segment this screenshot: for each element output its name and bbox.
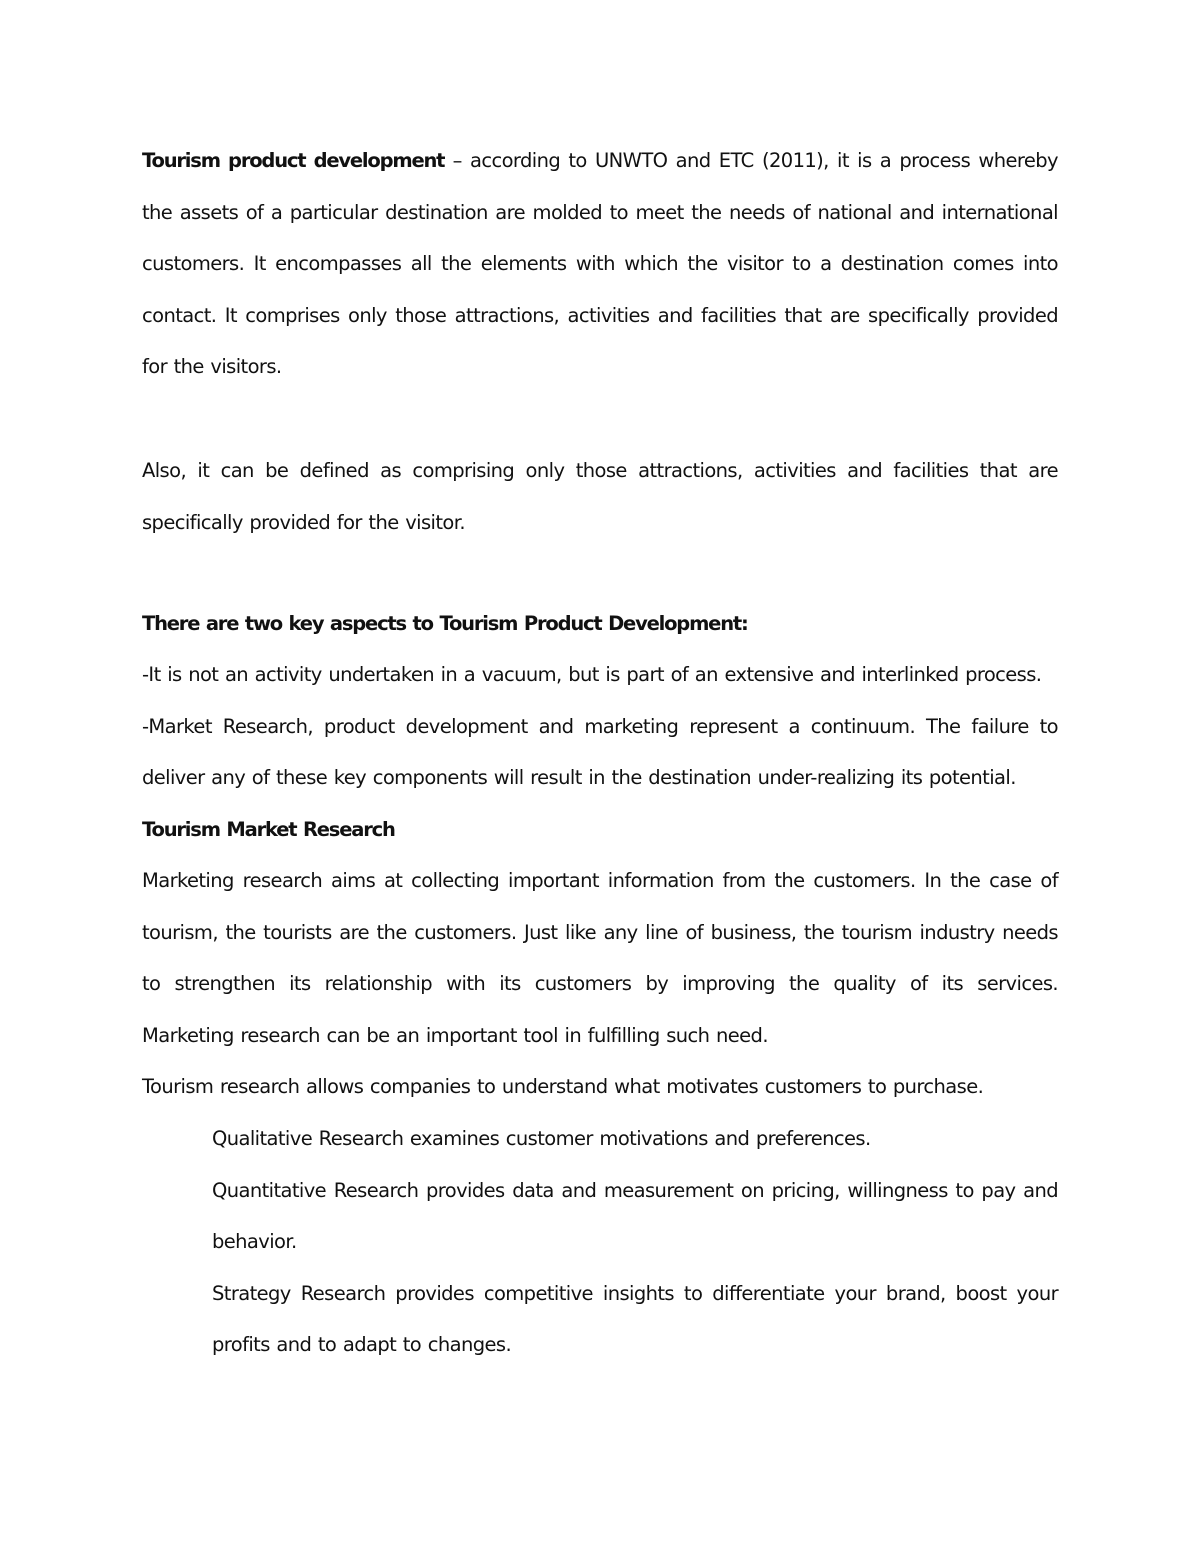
spacer <box>142 548 1058 598</box>
document-page <box>142 135 1058 1371</box>
market-research-intro: Tourism research allows companies to understand what motivates customers to purchase. <box>142 1075 984 1099</box>
defined-term: Tourism product development <box>142 149 445 172</box>
definition-text: – according to UNWTO and ETC (2011), it is a process whereby the assets of a particular destination are molded to meet the needs of national and international customers. It encompasses all the elements with which the visitor to a destination comes into contact. It comprises only those attractions, activities and facilities that are specifically provided for the visitors. <box>142 149 1058 379</box>
research-type-item: Strategy Research provides competitive insights to differentiate your brand, boost your profits and to adapt to changes. <box>212 1281 1058 1357</box>
aspect-item: -It is not an activity undertaken in a vacuum, but is part of an extensive and interlinked process. <box>142 663 1042 687</box>
market-research-paragraph: Marketing research aims at collecting important information from the customers. In the case of tourism, the tourists are the customers. Just like any line of business, the tourism industry needs to strengthen its relationship with its customers by improving the quality of its services. Marketing research can be an important tool in fulfilling such need. <box>142 868 1058 1047</box>
alternate-definition-paragraph: Also, it can be defined as comprising only those attractions, activities and facilities that are specifically provided for the visitor. <box>142 458 1058 534</box>
spacer <box>142 393 1058 445</box>
aspect-item: -Market Research, product development and marketing represent a continuum. The failure to deliver any of these key components will result in the destination under-realizing its potential. <box>142 714 1058 790</box>
aspects-heading: There are two key aspects to Tourism Product Development: <box>142 612 748 636</box>
market-research-heading: Tourism Market Research <box>142 817 395 841</box>
research-type-item: Quantitative Research provides data and measurement on pricing, willingness to pay and behavior. <box>212 1178 1058 1254</box>
research-type-item: Qualitative Research examines customer motivations and preferences. <box>212 1126 871 1150</box>
definition-paragraph <box>142 135 1058 393</box>
